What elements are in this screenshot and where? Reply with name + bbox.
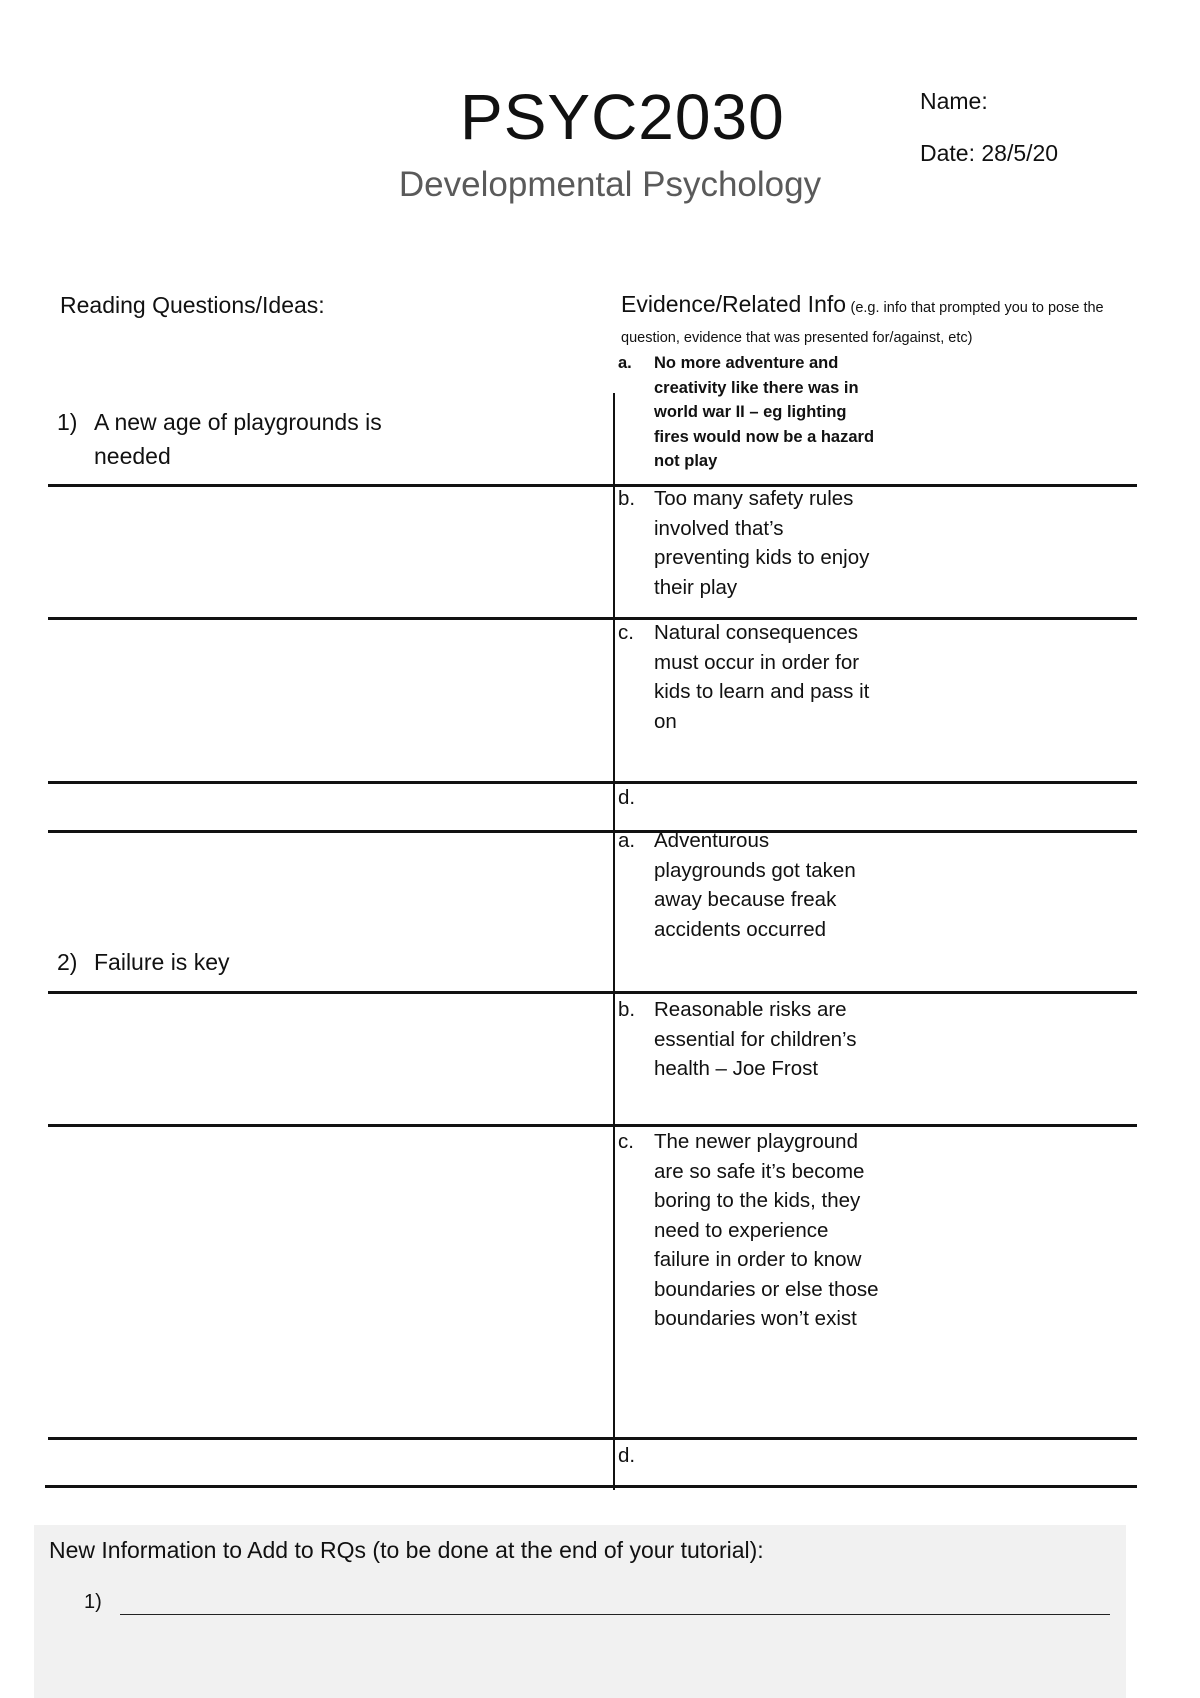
row-rule	[48, 617, 1137, 620]
evidence-item	[618, 826, 888, 944]
row-rule	[48, 1124, 1137, 1127]
reading-question	[57, 945, 424, 979]
evidence-item	[618, 1127, 888, 1334]
evidence-letter: c.	[618, 621, 634, 644]
course-name: Developmental Psychology	[398, 165, 822, 204]
evidence-text: Too many safety rules involved that’s preventing kids to enjoy their play	[654, 487, 870, 599]
evidence-heading-title: Evidence/Related Info	[621, 291, 847, 317]
new-information-answer-line[interactable]	[120, 1614, 1110, 1615]
course-code: PSYC2030	[460, 81, 785, 153]
evidence-heading	[621, 290, 1121, 353]
row-rule	[48, 781, 1137, 784]
evidence-text: Adventurous playgrounds got taken away because freak accidents occurred	[654, 829, 856, 941]
evidence-item	[618, 351, 888, 474]
evidence-text: Reasonable risks are essential for children’s health – Joe Frost	[654, 998, 857, 1080]
evidence-item	[618, 1441, 888, 1471]
new-information-heading: New Information to Add to RQs (to be done at the end of your tutorial):	[49, 1537, 764, 1563]
evidence-letter: b.	[618, 487, 636, 510]
evidence-text: No more adventure and creativity like there was in world war II – eg lighting fires would now be a hazard not play	[654, 354, 875, 470]
question-text: A new age of playgrounds is needed	[94, 409, 382, 469]
row-rule	[48, 991, 1137, 994]
evidence-text: Natural consequences must occur in order for kids to learn and pass it on	[654, 621, 870, 733]
question-text: Failure is key	[94, 949, 230, 975]
name-field-label: Name:	[920, 88, 988, 114]
new-information-item-number: 1)	[84, 1591, 102, 1613]
evidence-item	[618, 995, 888, 1084]
evidence-letter: c.	[618, 1130, 634, 1153]
evidence-letter: b.	[618, 998, 636, 1021]
row-rule	[48, 830, 1137, 833]
evidence-item	[618, 783, 888, 813]
column-divider	[613, 393, 615, 1490]
evidence-text: The newer playground are so safe it’s become boring to the kids, they need to experience failure in order to know boundaries or else those boundaries won’t exist	[654, 1130, 879, 1330]
reading-questions-heading: Reading Questions/Ideas:	[60, 292, 325, 318]
evidence-heading-note: (e.g. info that prompted you to pose the question, evidence that was presented for/against, etc)	[621, 300, 1104, 346]
evidence-text	[654, 1441, 884, 1471]
evidence-letter: a.	[618, 829, 636, 852]
row-rule	[48, 1437, 1137, 1440]
evidence-text	[654, 783, 884, 813]
evidence-letter: d.	[618, 1444, 636, 1467]
date-field: Date: 28/5/20	[920, 140, 1059, 166]
evidence-letter: d.	[618, 786, 636, 809]
evidence-item	[618, 484, 888, 602]
evidence-letter: a.	[618, 354, 632, 372]
question-number: 1)	[57, 409, 78, 435]
row-rule	[45, 1485, 1137, 1488]
evidence-item	[618, 618, 888, 736]
reading-question	[57, 405, 424, 473]
row-rule	[48, 484, 1137, 487]
question-number: 2)	[57, 949, 78, 975]
